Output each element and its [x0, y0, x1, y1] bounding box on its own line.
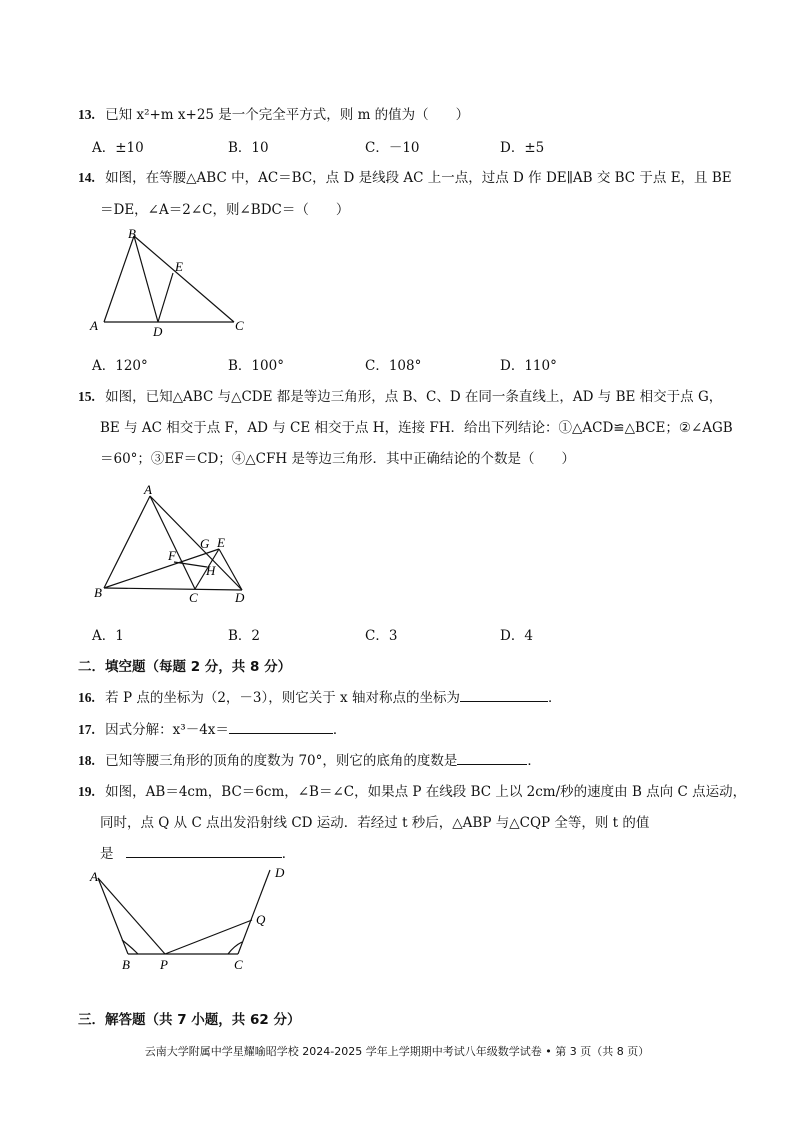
q14-option-d[interactable]: D．110° [500, 358, 557, 374]
question-18 [78, 749, 541, 769]
question-15-line3: ＝60°；③EF＝CD；④△CFH 是等边三角形．其中正确结论的个数是（ ） [100, 451, 575, 467]
q14-figure [88, 226, 258, 341]
question-number: 18. [78, 753, 95, 768]
label-g: G [200, 536, 210, 551]
question-stem: 因式分解：x³－4x＝ [105, 722, 229, 738]
label-h: H [206, 563, 216, 578]
q15-figure [92, 478, 262, 608]
q14-option-b[interactable]: B．100° [228, 358, 284, 374]
question-14-line2: ＝DE，∠A＝2∠C，则∠BDC＝（ ） [100, 202, 350, 218]
q15-option-c[interactable]: C．3 [365, 628, 398, 644]
question-15 [78, 385, 722, 405]
section-2-heading: 二．填空题（每题 2 分，共 8 分） [78, 659, 292, 675]
q15-option-b[interactable]: B．2 [228, 628, 261, 644]
label-p: P [160, 957, 168, 972]
question-stem: 若 P 点的坐标为（2，－3），则它关于 x 轴对称点的坐标为 [105, 690, 460, 706]
label-a: A [90, 869, 98, 884]
period: ． [547, 690, 562, 706]
question-stem-line1: 如图，在等腰△ABC 中，AC＝BC，点 D 是线段 AC 上一点，过点 D 作 DE∥AB 交 BC 于点 E，且 BE [105, 170, 732, 186]
question-stem: 已知 x²+m x+25 是一个完全平方式，则 m 的值为（ ） [105, 107, 470, 123]
label-f: F [168, 548, 176, 563]
question-stem-line1: 如图，已知△ABC 与△CDE 都是等边三角形，点 B、C、D 在同一条直线上，AD 与 BE 相交于点 G， [105, 389, 723, 405]
q13-option-d[interactable]: D．±5 [500, 140, 545, 156]
line-text: 是 [100, 846, 114, 862]
period: ． [527, 753, 541, 769]
q14-option-a[interactable]: A．120° [92, 358, 148, 374]
label-d: D [153, 324, 163, 339]
period: ． [332, 722, 347, 738]
q15-option-d[interactable]: D．4 [500, 628, 533, 644]
q13-option-a[interactable]: A．±10 [92, 140, 144, 156]
question-number: 14. [78, 170, 95, 185]
label-e: E [217, 535, 225, 550]
question-13 [78, 103, 469, 123]
q13-option-b[interactable]: B．10 [228, 140, 269, 156]
question-stem: 已知等腰三角形的顶角的度数为 70°，则它的底角的度数是 [105, 753, 458, 769]
q14-option-c[interactable]: C．108° [365, 358, 422, 374]
label-q: Q [256, 912, 266, 927]
question-14 [78, 166, 732, 186]
question-19-line2: 同时，点 Q 从 C 点出发沿射线 CD 运动．若经过 t 秒后，△ABP 与△CQP 全等，则 t 的值 [100, 815, 650, 831]
question-15-line2: BE 与 AC 相交于点 F，AD 与 CE 相交于点 H，连接 FH．给出下列结论：①△ACD≌△BCE；②∠AGB [100, 420, 733, 436]
answer-blank[interactable] [126, 843, 282, 858]
label-b: B [122, 957, 130, 972]
label-c: C [234, 957, 243, 972]
label-c: C [235, 318, 244, 333]
label-a: A [90, 318, 98, 333]
question-number: 19. [78, 784, 95, 799]
page-footer: 云南大学附属中学星耀喻昭学校 2024-2025 学年上学期期中考试八年级数学试卷 • 第 3 页（共 8 页） [144, 1045, 650, 1058]
label-d: D [235, 590, 245, 605]
answer-blank[interactable] [457, 750, 527, 765]
question-16 [78, 686, 561, 706]
q15-option-a[interactable]: A．1 [92, 628, 124, 644]
section-3-heading: 三．解答题（共 7 小题，共 62 分） [78, 1012, 301, 1028]
q13-option-c[interactable]: C．－10 [365, 140, 420, 156]
question-number: 13. [78, 107, 95, 122]
question-number: 17. [78, 722, 95, 737]
label-d: D [275, 865, 285, 880]
question-number: 16. [78, 690, 95, 705]
answer-blank[interactable] [460, 687, 548, 702]
q19-figure [86, 862, 296, 977]
question-19-line3 [100, 842, 295, 862]
question-19 [78, 780, 746, 800]
question-17 [78, 718, 346, 738]
label-c: C [189, 590, 198, 605]
answer-blank[interactable] [229, 719, 333, 734]
label-b: B [94, 585, 102, 600]
label-e: E [175, 259, 183, 274]
label-a: A [144, 482, 152, 497]
question-number: 15. [78, 389, 95, 404]
question-stem-line1: 如图，AB＝4cm，BC＝6cm，∠B＝∠C，如果点 P 在线段 BC 上以 2cm/秒的速度由 B 点向 C 点运动， [105, 784, 747, 800]
label-b: B [128, 226, 136, 241]
period: ． [281, 846, 296, 862]
